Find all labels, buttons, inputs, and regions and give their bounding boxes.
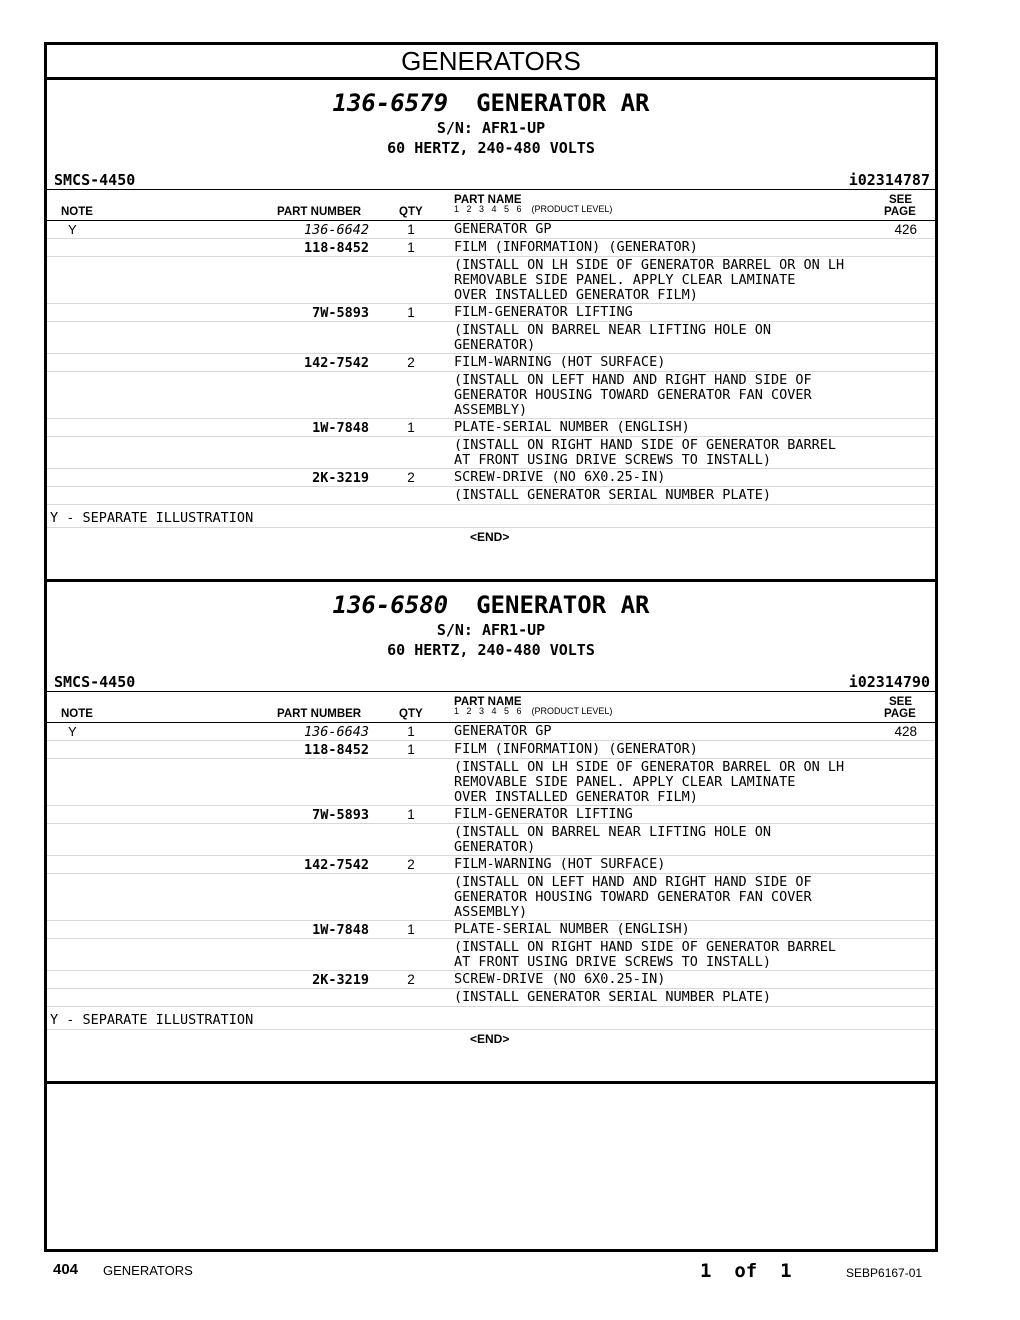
- table-row: [47, 939, 935, 971]
- part-name-cell: FILM (INFORMATION) (GENERATOR): [454, 239, 698, 255]
- table-row: [47, 372, 935, 419]
- part-name-cell: (INSTALL ON BARREL NEAR LIFTING HOLE ON GENERATOR): [454, 824, 771, 855]
- doc-id: i02314790: [848, 673, 930, 691]
- smcs-code: SMCS-4450: [54, 171, 136, 189]
- group-heading: [47, 89, 935, 117]
- table-row: [47, 437, 935, 469]
- part-name-cell: (INSTALL ON LH SIDE OF GENERATOR BARREL OR ON LH REMOVABLE SIDE PANEL. APPLY CLEAR LAMINATE OVER INSTALLED GENERATOR FILM): [454, 759, 845, 805]
- part-number-cell: 7W-5893: [312, 305, 369, 321]
- table-row: [47, 759, 935, 806]
- table-row: [47, 806, 935, 824]
- divider: [47, 1029, 935, 1030]
- qty-cell: 2: [407, 857, 415, 872]
- table-row: [47, 354, 935, 372]
- divider: [47, 189, 935, 190]
- col-part-name: PART NAME: [454, 194, 522, 206]
- col-part-name: PART NAME: [454, 696, 522, 708]
- table-row: [47, 971, 935, 989]
- part-number-cell: 142-7542: [303, 857, 369, 873]
- col-page: PAGE: [884, 708, 916, 720]
- qty-cell: 2: [407, 972, 415, 987]
- spec-line: 60 HERTZ, 240-480 VOLTS: [387, 641, 595, 659]
- col-see: SEE: [889, 194, 913, 206]
- part-number-cell: 1W-7848: [312, 922, 369, 938]
- part-name-cell: FILM-WARNING (HOT SURFACE): [454, 354, 666, 370]
- part-name-cell: FILM-GENERATOR LIFTING: [454, 806, 633, 822]
- table-row: [47, 304, 935, 322]
- part-number-cell: 142-7542: [303, 355, 369, 371]
- part-name-cell: (INSTALL GENERATOR SERIAL NUMBER PLATE): [454, 989, 771, 1005]
- parts-section: [47, 582, 935, 1084]
- qty-cell: 2: [407, 470, 415, 485]
- part-name-cell: (INSTALL ON LEFT HAND AND RIGHT HAND SIDE OF GENERATOR HOUSING TOWARD GENERATOR FAN COVER ASSEMBLY): [454, 372, 812, 418]
- part-number-cell: 2K-3219: [312, 972, 369, 988]
- part-number-cell: 136-6642: [303, 222, 369, 238]
- serial-range: S/N: AFR1-UP: [436, 119, 546, 137]
- table-row: [47, 419, 935, 437]
- part-number-cell: 1W-7848: [312, 420, 369, 436]
- page-title: GENERATORS: [47, 45, 935, 80]
- table-row: [47, 322, 935, 354]
- table-row: [47, 487, 935, 505]
- group-heading: [47, 591, 935, 619]
- product-levels: 1 2 3 4 5 6 (PRODUCT LEVEL): [454, 706, 613, 716]
- group-name: GENERATOR AR: [476, 89, 650, 117]
- table-row: [47, 257, 935, 304]
- note-cell: Y: [68, 222, 77, 237]
- table-row: [47, 921, 935, 939]
- part-name-cell: SCREW-DRIVE (NO 6X0.25-IN): [454, 469, 666, 485]
- footer-page-number: 404: [53, 1261, 79, 1278]
- part-name-cell: GENERATOR GP: [454, 221, 552, 237]
- col-qty: QTY: [399, 708, 423, 720]
- table-row: [47, 221, 935, 239]
- footer-title: GENERATORS: [103, 1263, 193, 1278]
- smcs-code: SMCS-4450: [54, 673, 136, 691]
- divider: [47, 527, 935, 528]
- part-number-cell: 118-8452: [303, 240, 369, 256]
- qty-cell: 1: [407, 420, 415, 435]
- part-number-cell: 7W-5893: [312, 807, 369, 823]
- part-name-cell: FILM-GENERATOR LIFTING: [454, 304, 633, 320]
- part-name-cell: (INSTALL ON LEFT HAND AND RIGHT HAND SIDE OF GENERATOR HOUSING TOWARD GENERATOR FAN COVER ASSEMBLY): [454, 874, 812, 920]
- part-name-cell: (INSTALL ON LH SIDE OF GENERATOR BARREL OR ON LH REMOVABLE SIDE PANEL. APPLY CLEAR LAMINATE OVER INSTALLED GENERATOR FILM): [454, 257, 845, 303]
- divider: [47, 691, 935, 692]
- part-number-cell: 2K-3219: [312, 470, 369, 486]
- part-name-cell: PLATE-SERIAL NUMBER (ENGLISH): [454, 419, 690, 435]
- part-name-cell: (INSTALL ON RIGHT HAND SIDE OF GENERATOR BARREL AT FRONT USING DRIVE SCREWS TO INSTALL): [454, 437, 837, 468]
- table-row: [47, 741, 935, 759]
- doc-id: i02314787: [848, 171, 930, 189]
- qty-cell: 2: [407, 355, 415, 370]
- spec-line: 60 HERTZ, 240-480 VOLTS: [387, 139, 595, 157]
- product-levels: 1 2 3 4 5 6 (PRODUCT LEVEL): [454, 204, 613, 214]
- part-name-cell: GENERATOR GP: [454, 723, 552, 739]
- part-number-cell: 118-8452: [303, 742, 369, 758]
- col-page: PAGE: [884, 206, 916, 218]
- part-name-cell: (INSTALL ON RIGHT HAND SIDE OF GENERATOR BARREL AT FRONT USING DRIVE SCREWS TO INSTALL): [454, 939, 837, 970]
- qty-cell: 1: [407, 922, 415, 937]
- col-part-number: PART NUMBER: [277, 708, 362, 720]
- part-number-cell: 136-6643: [303, 724, 369, 740]
- part-name-cell: (INSTALL ON BARREL NEAR LIFTING HOLE ON GENERATOR): [454, 322, 771, 353]
- page-frame: [44, 42, 938, 1252]
- col-part-number: PART NUMBER: [277, 206, 362, 218]
- part-name-cell: (INSTALL GENERATOR SERIAL NUMBER PLATE): [454, 487, 771, 503]
- footnote: Y - SEPARATE ILLUSTRATION: [50, 1012, 254, 1028]
- serial-range: S/N: AFR1-UP: [436, 621, 546, 639]
- end-marker: <END>: [470, 530, 510, 544]
- footer-doc-number: SEBP6167-01: [846, 1266, 923, 1280]
- qty-cell: 1: [407, 305, 415, 320]
- table-row: [47, 989, 935, 1007]
- see-page-cell[interactable]: 426: [894, 222, 917, 237]
- qty-cell: 1: [407, 807, 415, 822]
- table-row: [47, 239, 935, 257]
- col-qty: QTY: [399, 206, 423, 218]
- see-page-cell[interactable]: 428: [894, 724, 917, 739]
- col-note: NOTE: [61, 206, 93, 218]
- group-number: 136-6579: [332, 89, 449, 117]
- table-row: [47, 723, 935, 741]
- qty-cell: 1: [407, 240, 415, 255]
- qty-cell: 1: [407, 724, 415, 739]
- table-row: [47, 856, 935, 874]
- table-row: [47, 469, 935, 487]
- table-row: [47, 824, 935, 856]
- group-number: 136-6580: [332, 591, 449, 619]
- col-note: NOTE: [61, 708, 93, 720]
- end-marker: <END>: [470, 1032, 510, 1046]
- parts-section: [47, 80, 935, 582]
- table-row: [47, 874, 935, 921]
- qty-cell: 1: [407, 222, 415, 237]
- footer-page-count: 1 of 1: [700, 1260, 792, 1282]
- qty-cell: 1: [407, 742, 415, 757]
- group-name: GENERATOR AR: [476, 591, 650, 619]
- part-name-cell: FILM-WARNING (HOT SURFACE): [454, 856, 666, 872]
- note-cell: Y: [68, 724, 77, 739]
- footnote: Y - SEPARATE ILLUSTRATION: [50, 510, 254, 526]
- part-name-cell: PLATE-SERIAL NUMBER (ENGLISH): [454, 921, 690, 937]
- part-name-cell: SCREW-DRIVE (NO 6X0.25-IN): [454, 971, 666, 987]
- col-see: SEE: [889, 696, 913, 708]
- part-name-cell: FILM (INFORMATION) (GENERATOR): [454, 741, 698, 757]
